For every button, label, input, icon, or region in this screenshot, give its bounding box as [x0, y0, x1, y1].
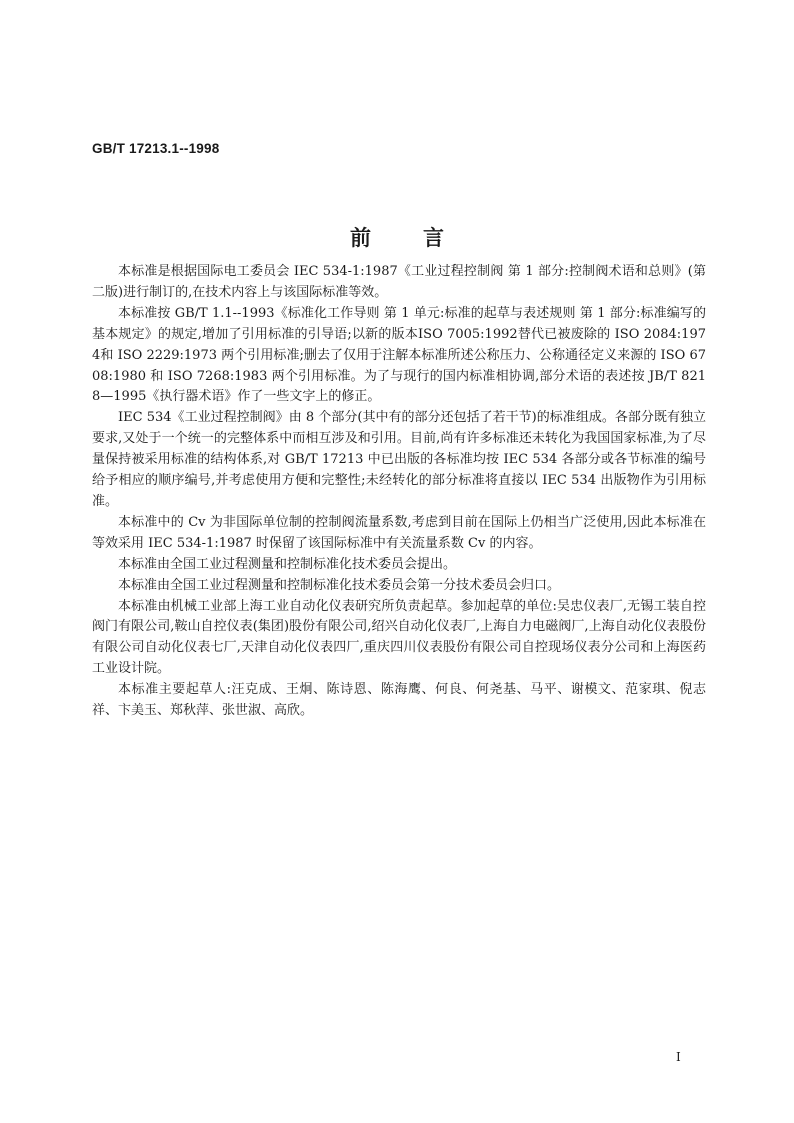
paragraph-7: 本标准由机械工业部上海工业自动化仪表研究所负责起草。参加起草的单位:吴忠仪表厂,无锡工装自控阀门有限公司,鞍山自控仪表(集团)股份有限公司,绍兴自动化仪表厂,上海自力电磁阀厂,上海自动化仪表股份有限公司自动化仪表七厂,天津自动化仪表四厂,重庆四川仪表股份有限公司自控现场仪表分公司和上海医药工业设计院。	[92, 598, 706, 677]
paragraph-2: 本标准按 GB/T 1.1--1993《标准化工作导则 第 1 单元:标准的起草与表述规则 第 1 部分:标准编写的基本规定》的规定,增加了引用标准的引导语;以新的版本ISO 7005:1992替代已被废除的 ISO 2084:1974和 ISO 2229:1973 两个引用标准;删去了仅用于注解本标准所述公称压力、公称通径定义来源的 ISO 6708:1980 和 ISO 7268:1983 两个引用标准。为了与现行的国内标准相协调,部分术语的表述按 JB/T 8218—1995《执行器术语》作了一些文字上的修正。	[92, 305, 706, 405]
paragraph-4: 本标准中的 Cv 为非国际单位制的控制阀流量系数,考虑到目前在国际上仍相当广泛使用,因此本标准在等效采用 IEC 534-1:1987 时保留了该国际标准中有关流量系数 Cv 的内容。	[92, 514, 706, 551]
page-number: I	[676, 1050, 681, 1064]
paragraph-5: 本标准由全国工业过程测量和控制标准化技术委员会提出。	[118, 556, 457, 572]
paragraph-6: 本标准由全国工业过程测量和控制标准化技术委员会第一分技术委员会归口。	[118, 577, 561, 593]
standard-code: GB/T 17213.1--1998	[92, 141, 220, 156]
paragraph-8: 本标准主要起草人:汪克成、王炯、陈诗恩、陈海鹰、何良、何尧基、马平、谢模文、范家琪、倪志祥、卞美玉、郑秋萍、张世淑、高欣。	[92, 682, 706, 719]
page-title: 前言	[350, 226, 496, 250]
foreword-body	[92, 262, 706, 722]
paragraph-1: 本标准是根据国际电工委员会 IEC 534-1:1987《工业过程控制阀 第 1 部分:控制阀术语和总则》(第二版)进行制订的,在技术内容上与该国际标准等效。	[92, 264, 706, 300]
paragraph-3: IEC 534《工业过程控制阀》由 8 个部分(其中有的部分还包括了若干节)的标准组成。各部分既有独立要求,又处于一个统一的完整体系中而相互涉及和引用。目前,尚有许多标准还未转化为我国国家标准,为了尽量保持被采用标准的结构体系,对 GB/T 17213 中已出版的各标准均按 IEC 534 各部分或各节标准的编号给予相应的顺序编号,并考虑使用方便和完整性;未经转化的部分标准将直接以 IEC 534 出版物作为引用标准。	[92, 410, 706, 509]
